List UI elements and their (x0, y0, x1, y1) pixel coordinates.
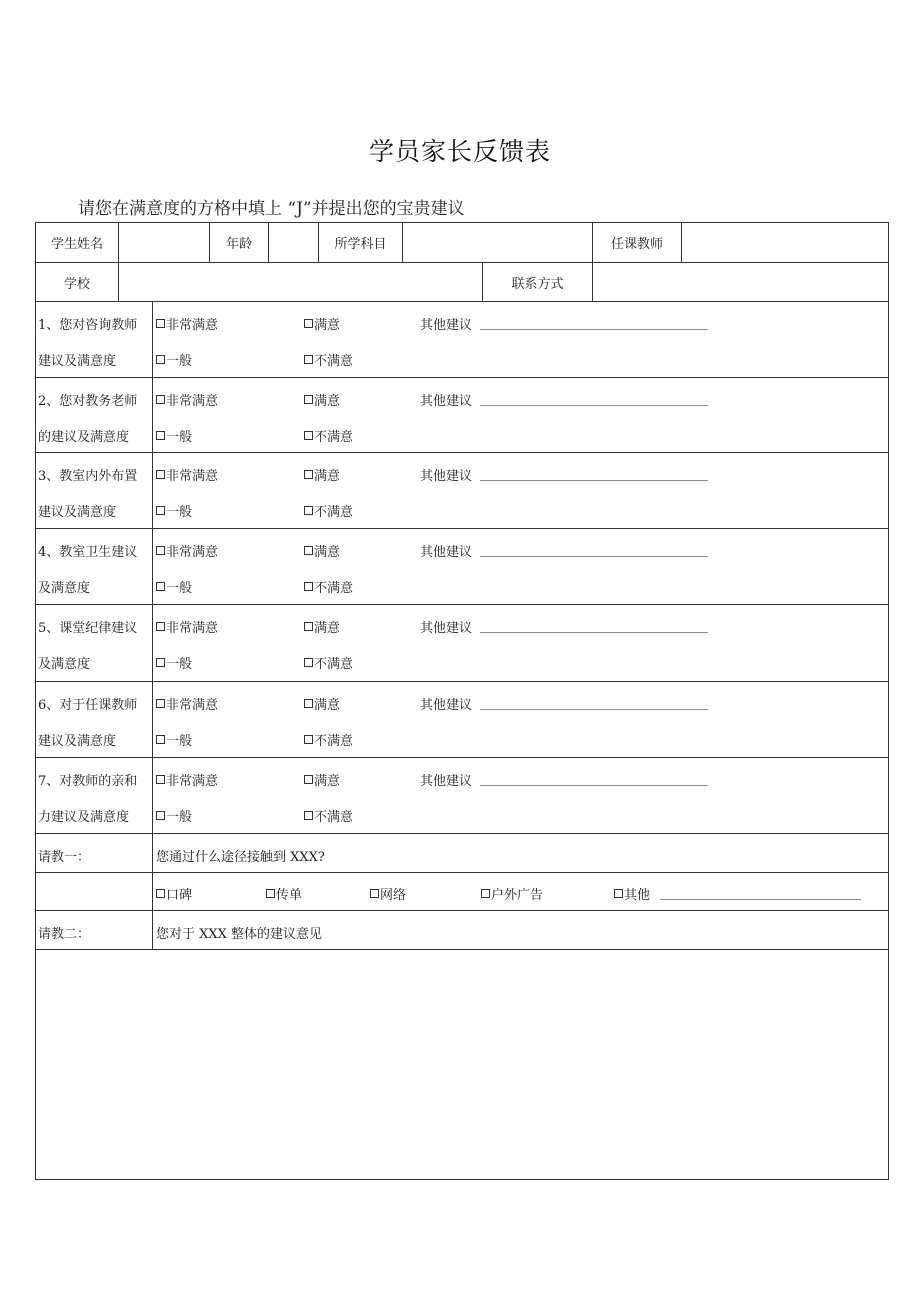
inquiry1-row (36, 834, 888, 873)
option-very-satisfied[interactable]: 非常满意 (156, 694, 218, 713)
checkbox-icon[interactable] (156, 395, 165, 404)
option-satisfied[interactable]: 满意 (304, 541, 340, 560)
channels-row (36, 873, 888, 911)
question-label-line2: 的建议及满意度 (38, 430, 130, 445)
teacher-field[interactable] (681, 223, 888, 262)
checkbox-icon[interactable] (156, 658, 165, 667)
suggestion-line[interactable] (480, 709, 708, 710)
option-average[interactable]: 一般 (156, 577, 192, 596)
question-label-line1: 1、您对咨询教师 (38, 318, 138, 333)
suggestion-line[interactable] (480, 405, 708, 406)
option-unsatisfied[interactable]: 不满意 (304, 653, 353, 672)
option-average[interactable]: 一般 (156, 350, 192, 369)
option-unsatisfied[interactable]: 不满意 (304, 806, 353, 825)
question-row (36, 453, 888, 529)
age-label: 年龄 (209, 223, 268, 262)
teacher-label: 任课教师 (592, 223, 681, 262)
other-suggestion-label: 其他建议 (420, 318, 473, 333)
checkbox-icon[interactable] (156, 582, 165, 591)
question-label-line1: 3、教室内外布置 (38, 469, 138, 484)
other-suggestion-label: 其他建议 (420, 621, 473, 636)
checkbox-icon[interactable] (304, 811, 313, 820)
header-row-1 (36, 223, 888, 263)
question-label-line1: 7、对教师的亲和 (38, 774, 138, 789)
inquiry2-label: 请教二： (38, 927, 91, 942)
option-very-satisfied[interactable]: 非常满意 (156, 617, 218, 636)
feedback-form (35, 222, 889, 1180)
option-very-satisfied[interactable]: 非常满意 (156, 541, 218, 560)
option-very-satisfied[interactable]: 非常满意 (156, 314, 218, 333)
school-field[interactable] (118, 263, 482, 301)
option-average[interactable]: 一般 (156, 653, 192, 672)
option-satisfied[interactable]: 满意 (304, 770, 340, 789)
option-unsatisfied[interactable]: 不满意 (304, 501, 353, 520)
question-label-line1: 6、对于任课教师 (38, 698, 138, 713)
suggestion-line[interactable] (480, 632, 708, 633)
checkbox-icon[interactable] (156, 319, 165, 328)
contact-label: 联系方式 (482, 263, 592, 301)
header-row-2 (36, 263, 888, 302)
inquiry2-row (36, 911, 888, 950)
checkbox-icon[interactable] (156, 889, 165, 898)
channel-outdoor-ad[interactable]: 户外广告 (481, 884, 543, 903)
school-label: 学校 (63, 276, 90, 292)
other-suggestion-label: 其他建议 (420, 545, 473, 560)
question-label-line2: 建议及满意度 (38, 734, 117, 749)
checkbox-icon[interactable] (304, 622, 313, 631)
checkbox-icon[interactable] (156, 506, 165, 515)
question-label-line1: 4、教室卫生建议 (38, 545, 138, 560)
checkbox-icon[interactable] (304, 658, 313, 667)
checkbox-icon[interactable] (304, 506, 313, 515)
checkbox-icon[interactable] (156, 546, 165, 555)
question-label-line2: 及满意度 (38, 657, 91, 672)
checkbox-icon[interactable] (370, 889, 379, 898)
checkbox-icon[interactable] (304, 470, 313, 479)
option-satisfied[interactable]: 满意 (304, 694, 340, 713)
option-unsatisfied[interactable]: 不满意 (304, 426, 353, 445)
checkbox-icon[interactable] (156, 699, 165, 708)
checkbox-icon[interactable] (156, 622, 165, 631)
option-very-satisfied[interactable]: 非常满意 (156, 390, 218, 409)
checkbox-icon[interactable] (156, 470, 165, 479)
checkbox-icon[interactable] (304, 395, 313, 404)
student-name-field[interactable] (118, 223, 209, 262)
checkbox-icon[interactable] (481, 889, 490, 898)
checkbox-icon[interactable] (304, 319, 313, 328)
checkbox-icon[interactable] (304, 735, 313, 744)
option-average[interactable]: 一般 (156, 501, 192, 520)
checkbox-icon[interactable] (156, 735, 165, 744)
comments-area[interactable] (36, 950, 888, 1179)
channel-internet[interactable]: 网络 (370, 884, 406, 903)
question-label-line1: 2、您对教务老师 (38, 394, 138, 409)
option-unsatisfied[interactable]: 不满意 (304, 730, 353, 749)
channel-other[interactable]: 其他 (614, 884, 650, 903)
option-average[interactable]: 一般 (156, 730, 192, 749)
option-satisfied[interactable]: 满意 (304, 465, 340, 484)
option-unsatisfied[interactable]: 不满意 (304, 350, 353, 369)
question-row (36, 605, 888, 682)
suggestion-line[interactable] (480, 480, 708, 481)
subject-field[interactable] (402, 223, 592, 262)
checkbox-icon[interactable] (304, 355, 313, 364)
question-row (36, 682, 888, 758)
checkbox-icon[interactable] (156, 775, 165, 784)
option-average[interactable]: 一般 (156, 806, 192, 825)
checkbox-icon[interactable] (304, 582, 313, 591)
inquiry2-question: 您对于 XXX 整体的建议意见 (156, 927, 323, 942)
question-row (36, 378, 888, 453)
question-row (36, 758, 888, 834)
suggestion-line[interactable] (480, 329, 708, 330)
inquiry1-question: 您通过什么途径接触到 XXX? (156, 850, 325, 865)
question-label-line2: 及满意度 (38, 581, 91, 596)
page-title: 学员家长反馈表 (368, 137, 551, 166)
option-satisfied[interactable]: 满意 (304, 617, 340, 636)
option-average[interactable]: 一般 (156, 426, 192, 445)
other-suggestion-label: 其他建议 (420, 394, 473, 409)
channel-other-line[interactable] (660, 899, 861, 900)
question-label-line2: 建议及满意度 (38, 354, 117, 369)
checkbox-icon[interactable] (304, 699, 313, 708)
question-row (36, 302, 888, 378)
checkbox-icon[interactable] (156, 811, 165, 820)
option-satisfied[interactable]: 满意 (304, 314, 340, 333)
suggestion-line[interactable] (480, 785, 708, 786)
comments-area-row (36, 950, 888, 1179)
student-name-label: 学生姓名 (50, 237, 103, 252)
checkbox-icon[interactable] (266, 889, 275, 898)
checkbox-icon[interactable] (304, 546, 313, 555)
suggestion-line[interactable] (480, 556, 708, 557)
age-field[interactable] (268, 223, 318, 262)
checkbox-icon[interactable] (156, 431, 165, 440)
other-suggestion-label: 其他建议 (420, 698, 473, 713)
subject-label: 所学科目 (318, 223, 402, 262)
checkbox-icon[interactable] (614, 889, 623, 898)
channel-flyer[interactable]: 传单 (266, 884, 302, 903)
checkbox-icon[interactable] (304, 431, 313, 440)
checkbox-icon[interactable] (304, 775, 313, 784)
option-unsatisfied[interactable]: 不满意 (304, 577, 353, 596)
inquiry1-label: 请教一： (38, 850, 91, 865)
option-very-satisfied[interactable]: 非常满意 (156, 465, 218, 484)
contact-field[interactable] (592, 263, 888, 301)
instructions: 请您在满意度的方格中填上 “J”并提出您的宝贵建议 (78, 199, 465, 219)
other-suggestion-label: 其他建议 (420, 469, 473, 484)
checkbox-icon[interactable] (156, 355, 165, 364)
question-row (36, 529, 888, 605)
channel-word-of-mouth[interactable]: 口碑 (156, 884, 192, 903)
option-satisfied[interactable]: 满意 (304, 390, 340, 409)
question-label-line2: 建议及满意度 (38, 505, 117, 520)
other-suggestion-label: 其他建议 (420, 774, 473, 789)
question-label-line1: 5、课堂纪律建议 (38, 621, 138, 636)
option-very-satisfied[interactable]: 非常满意 (156, 770, 218, 789)
question-label-line2: 力建议及满意度 (38, 810, 130, 825)
